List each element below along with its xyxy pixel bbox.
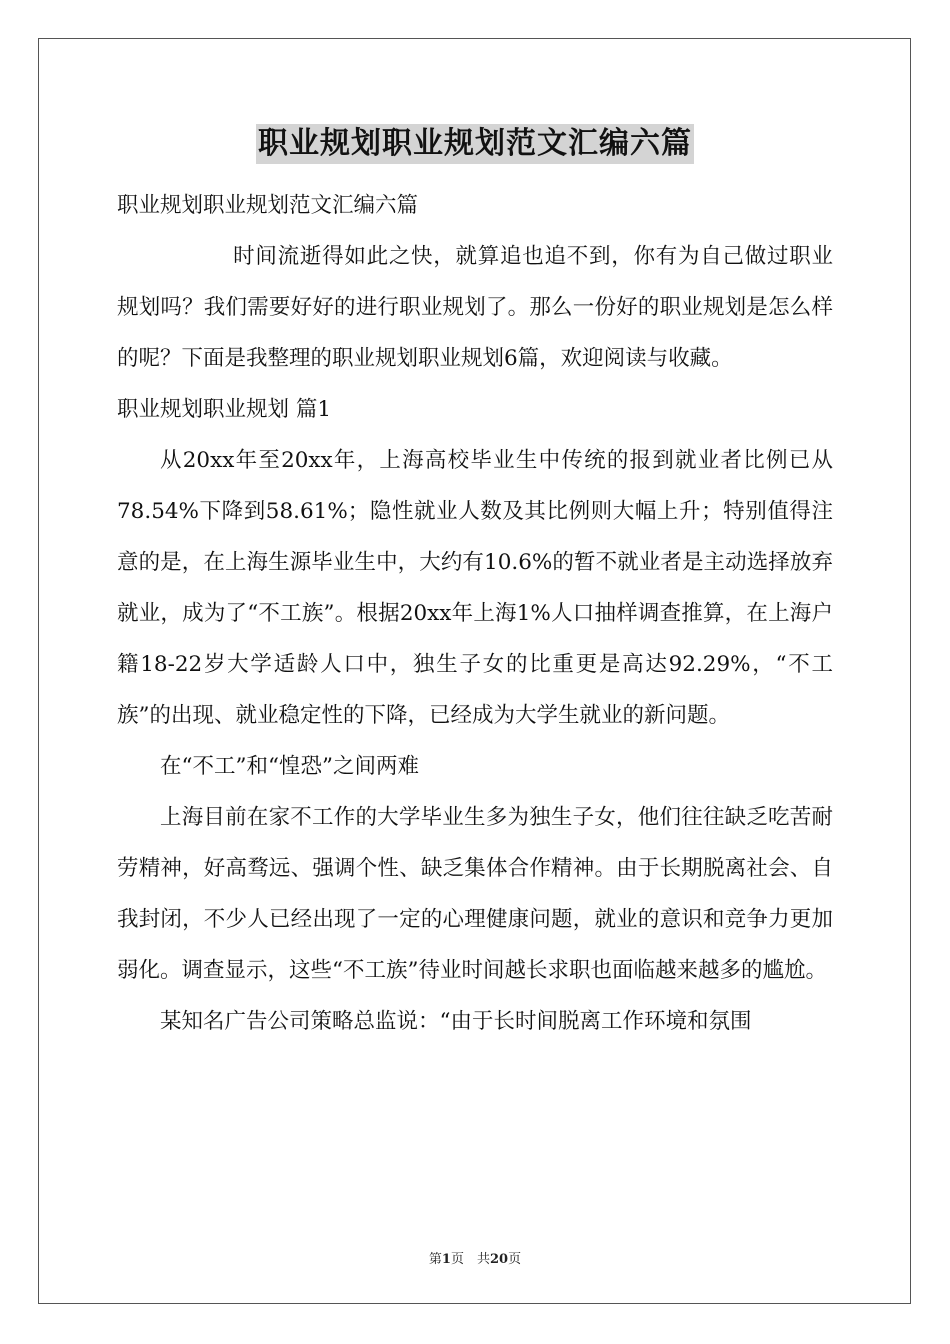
body-paragraph-1: 从20xx年至20xx年，上海高校毕业生中传统的报到就业者比例已从78.54%下降到58.61%；隐性就业人数及其比例则大幅上升；特别值得注意的是，在上海生源毕业生中，大约有10.6%的暂不就业者是主动选择放弃就业，成为了“不工族”。根据20xx年上海1%人口抽样调查推算，在上海户籍18-22岁大学适龄人口中，独生子女的比重更是高达92.29%，“不工族”的出现、就业稳定性的下降，已经成为大学生就业的新问题。 [117,448,833,728]
section-heading: 职业规划职业规划 篇1 [117,397,332,422]
page-prefix: 第 [428,1252,442,1267]
title-container [0,124,950,164]
page-current: 1 [441,1252,451,1267]
page-footer [0,1248,950,1267]
page-suffix: 页 [508,1252,522,1267]
page-total: 20 [489,1252,509,1267]
page-middle: 页 共 [450,1252,490,1267]
body-paragraph-2: 上海目前在家不工作的大学毕业生多为独生子女，他们往往缺乏吃苦耐劳精神，好高骛远、强调个性、缺乏集体合作精神。由于长期脱离社会、自我封闭，不少人已经出现了一定的心理健康问题，就业的意识和竞争力更加弱化。调查显示，这些“不工族”待业时间越长求职也面临越来越多的尴尬。 [117,805,833,983]
document-body [117,180,833,1047]
body-paragraph-3: 某知名广告公司策略总监说：“由于长时间脱离工作环境和氛围 [160,1009,752,1034]
document-subtitle: 职业规划职业规划范文汇编六篇 [117,193,419,218]
body-subheading: 在“不工”和“惶恐”之间两难 [160,754,419,779]
document-title: 职业规划职业规划范文汇编六篇 [256,124,694,164]
intro-paragraph: 时间流逝得如此之快，就算追也追不到，你有为自己做过职业规划吗？我们需要好好的进行职业规划了。那么一份好的职业规划是怎么样的呢？下面是我整理的职业规划职业规划6篇，欢迎阅读与收藏。 [117,244,833,371]
